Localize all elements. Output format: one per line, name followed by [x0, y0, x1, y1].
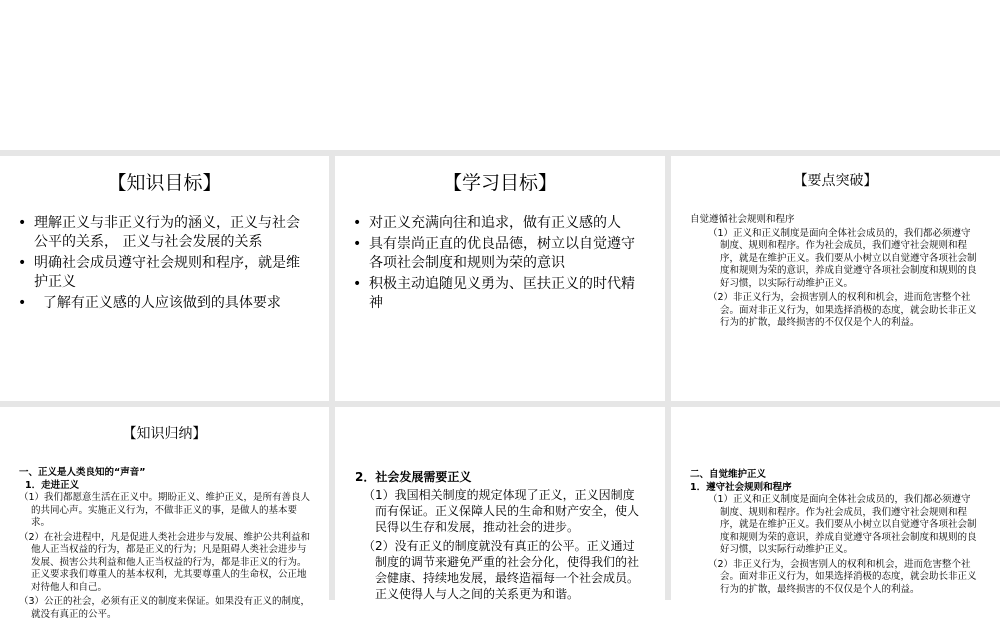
slide-key-points[interactable] [671, 156, 1000, 401]
paragraph: （2）没有正义的制度就没有真正的公平。正义通过制度的调节来避免严重的社会分化，使得我们的社会健康、持续地发展，最终造福每一个社会成员。正义使得人与人之间的关系更为和谐。 [363, 539, 640, 601]
paragraph: （1）我们都愿意生活在正义中。期盼正义、维护正义，是所有善良人的共同心声。实施正义行为，不做非正义的事，是做人的基本要求。 [19, 492, 311, 528]
section-heading: 二、自觉维护正义 [690, 469, 767, 480]
paragraph: （2）在社会进程中，凡是促进人类社会进步与发展、维护公共利益和他人正当权益的行为，都是正义的行为；凡是阻碍人类社会进步与发展、损害公共利益和他人正当权益的行为，都是非正义的行为。正义要求我们尊重人的基本权利，尤其要尊重人的生命权，公正地对待他人和自己。 [19, 531, 311, 593]
slide-body [690, 469, 980, 596]
list-item: • 对正义充满向往和追求，做有正义感的人 [353, 214, 643, 233]
slide-title: 【要点突破】 [793, 173, 878, 189]
slide-learning-goals[interactable] [335, 156, 665, 401]
blank-header-area [0, 0, 1000, 150]
section-subheading: 1．走进正义 [25, 479, 80, 491]
paragraph: （2）非正义行为，会损害别人的权利和机会，进而危害整个社会。面对非正义行为，如果选择消极的态度，就会助长非正义行为的扩散，最终损害的不仅仅是个人的利益。 [708, 292, 977, 328]
slide-title: 【学习目标】 [442, 172, 557, 194]
slide-society-needs-justice[interactable] [335, 407, 665, 600]
section-heading: 一、正义是人类良知的“声音” [19, 467, 146, 478]
slide-title: 【知识归纳】 [122, 426, 207, 442]
paragraph: （1）我国相关制度的规定体现了正义，正义因制度而有保证。正义保障人民的生命和财产安全，使人民得以生存和发展，推动社会的进步。 [363, 488, 640, 534]
section-subheading: 1．遵守社会规则和程序 [690, 481, 792, 493]
paragraph: （1）正义和正义制度是面向全体社会成员的，我们都必须遵守制度、规则和程序。作为社会成员，我们遵守社会规则和程序，就是在维护正义。我们要从小树立以自觉遵守各项社会制度和规则为荣的意识，养成自觉遵守各项社会制度和规则的良好习惯，以实际行动维护正义。 [708, 494, 977, 555]
list-item: • 明确社会成员遵守社会规则和程序，就是维护正义 [18, 254, 303, 292]
bullet-list [18, 214, 303, 315]
slide-body [355, 469, 640, 605]
section-heading: 2．社会发展需要正义 [355, 470, 472, 484]
slide-knowledge-summary[interactable] [0, 407, 329, 620]
slide-title: 【知识目标】 [107, 172, 222, 194]
paragraph: （3）公正的社会，必须有正义的制度来保证。如果没有正义的制度，就没有真正的公平。 [19, 596, 311, 620]
list-item: • 具有崇尚正直的优良品德，树立以自觉遵守各项社会制度和规则为荣的意识 [353, 235, 643, 273]
paragraph: （1）正义和正义制度是面向全体社会成员的，我们都必须遵守制度、规则和程序。作为社会成员，我们遵守社会规则和程序，就是在维护正义。我们要从小树立以自觉遵守各项社会制度和规则为荣的意识，养成自觉遵守各项社会制度和规则的良好习惯，以实际行动维护正义。 [708, 227, 977, 289]
section-heading: 自觉遵循社会规则和程序 [690, 214, 795, 225]
list-item: • 积极主动追随见义勇为、匡扶正义的时代精神 [353, 275, 643, 313]
slide-body [690, 214, 980, 330]
paragraph: （2）非正义行为，会损害别人的权利和机会，进而危害整个社会。面对非正义行为，如果选择消极的态度，就会助长非正义行为的扩散，最终损害的不仅仅是个人的利益。 [708, 558, 977, 595]
slide-uphold-justice[interactable] [671, 407, 1000, 600]
bullet-list [353, 214, 643, 315]
list-item: • 理解正义与非正义行为的涵义，正义与社会公平的关系， 正义与社会发展的关系 [18, 214, 303, 252]
slide-knowledge-goals[interactable] [0, 156, 329, 401]
slide-body [19, 467, 311, 621]
list-item: • 了解有正义感的人应该做到的具体要求 [18, 294, 303, 313]
